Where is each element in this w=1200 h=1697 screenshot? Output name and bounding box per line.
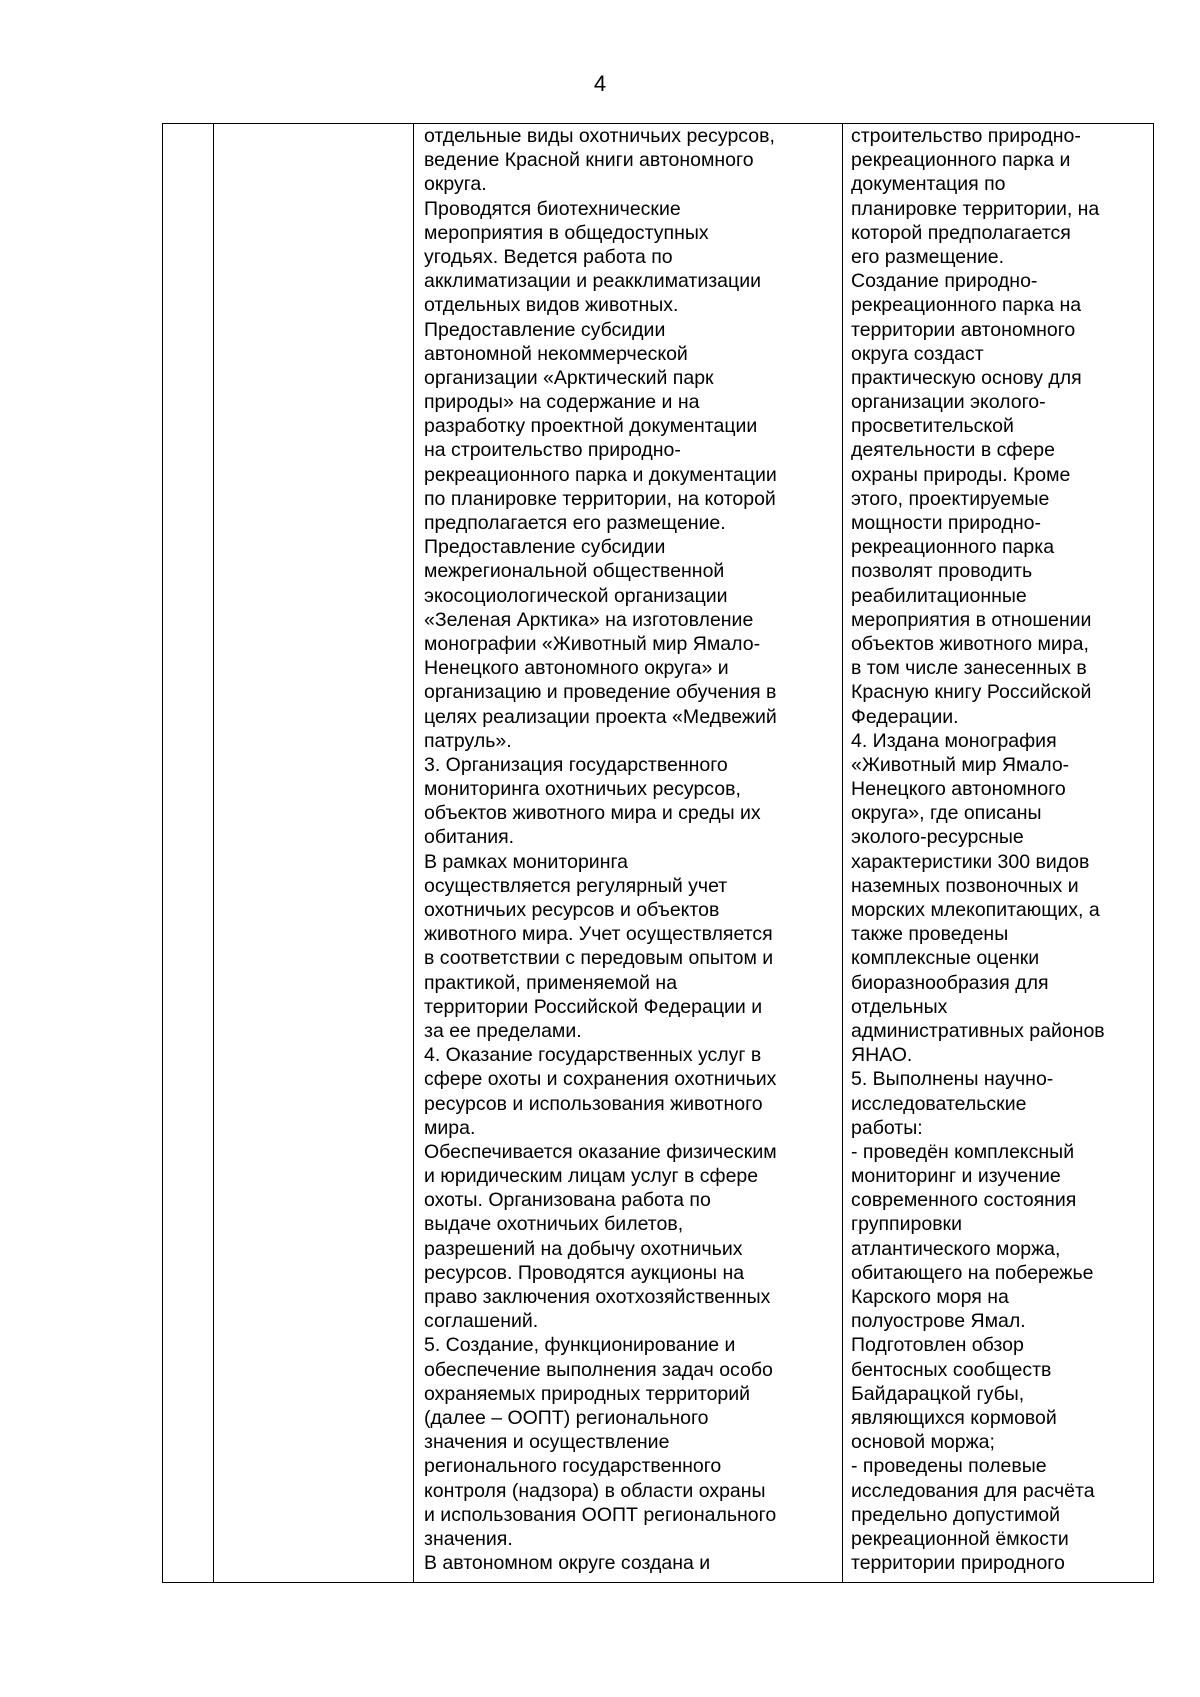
- text-line: значения.: [424, 1527, 513, 1550]
- text-line: просветительской: [851, 415, 1014, 438]
- text-line: природы» на содержание и на: [424, 391, 700, 414]
- text-line: животного мира. Учет осуществляется: [424, 923, 773, 946]
- text-line: исследования для расчёта: [851, 1479, 1095, 1502]
- text-line: в соответствии с передовым опытом и: [424, 947, 774, 970]
- text-line: осуществляется регулярный учет: [424, 874, 728, 897]
- document-table: [162, 123, 1154, 1583]
- text-line: территории Российской Федерации и: [424, 995, 763, 1018]
- text-line: экосоциологической организации: [424, 584, 728, 607]
- text-line: его размещение.: [851, 245, 1005, 268]
- text-line: группировки: [851, 1213, 962, 1236]
- text-line: отдельные виды охотничьих ресурсов,: [424, 125, 775, 147]
- text-line: объектов животного мира и среды их: [424, 802, 761, 825]
- text-line: 4. Издана монография: [851, 729, 1057, 752]
- text-line: «Животный мир Ямало-: [851, 753, 1070, 776]
- text-line: обеспечение выполнения задач особо: [424, 1358, 773, 1381]
- text-line: Проводятся биотехнические: [424, 197, 681, 220]
- text-line: отдельных видов животных.: [424, 294, 679, 317]
- text-line: ведение Красной книги автономного: [424, 149, 754, 172]
- text-line: документация по: [851, 173, 1006, 196]
- text-line: практическую основу для: [851, 366, 1082, 389]
- text-line: характеристики 300 видов: [851, 850, 1090, 873]
- text-line: территории природного: [851, 1552, 1065, 1575]
- text-line: и использования ООПТ регионального: [424, 1503, 777, 1526]
- text-line: деятельности в сфере: [851, 439, 1055, 462]
- text-line: за ее пределами.: [424, 1019, 582, 1042]
- text-line: регионального государственного: [424, 1455, 722, 1478]
- text-line: Красную книгу Российской: [851, 681, 1092, 704]
- text-line: наземных позвоночных и: [851, 874, 1079, 897]
- text-line: предельно допустимой: [851, 1503, 1060, 1526]
- text-line: в том числе занесенных в: [851, 657, 1087, 680]
- text-line: Байдарацкой губы,: [851, 1382, 1025, 1405]
- text-line: В рамках мониторинга: [424, 850, 628, 873]
- text-line: разработку проектной документации: [424, 415, 758, 438]
- text-line: 5. Создание, функционирование и: [424, 1334, 736, 1357]
- text-line: исследовательские: [851, 1092, 1027, 1115]
- text-line: ресурсов. Проводятся аукционы на: [424, 1261, 745, 1284]
- text-line: право заключения охотхозяйственных: [424, 1286, 771, 1308]
- text-line: и юридическим лицам услуг в сфере: [424, 1165, 759, 1188]
- table-cell-measures: [424, 124, 839, 1582]
- text-line: по планировке территории, на которой: [424, 487, 776, 510]
- text-line: эколого-ресурсные: [851, 826, 1024, 849]
- text-line: строительство природно-: [851, 125, 1081, 147]
- text-line: - проведены полевые: [851, 1455, 1047, 1478]
- text-line: охотничьих ресурсов и объектов: [424, 899, 720, 921]
- text-line: Создание природно-: [851, 270, 1038, 293]
- text-line: Карского моря на: [851, 1286, 1009, 1308]
- text-line: мощности природно-: [851, 512, 1041, 534]
- text-line: Предоставление субсидии: [424, 318, 666, 341]
- text-line: полуострове Ямал.: [851, 1310, 1026, 1333]
- text-line: морских млекопитающих, а: [851, 899, 1100, 921]
- text-line: значения и осуществление: [424, 1431, 670, 1454]
- text-line: рекреационного парка на: [851, 294, 1082, 317]
- text-line: Ненецкого автономного округа» и: [424, 657, 729, 680]
- text-line: межрегиональной общественной: [424, 560, 725, 583]
- text-line: В автономном округе создана и: [424, 1552, 711, 1575]
- page-number: 4: [593, 71, 607, 96]
- text-line: округа.: [424, 173, 487, 196]
- text-line: административных районов: [851, 1019, 1105, 1042]
- text-line: организацию и проведение обучения в: [424, 681, 777, 704]
- text-line: целях реализации проекта «Медвежий: [424, 705, 777, 728]
- text-line: разрешений на добычу охотничьих: [424, 1237, 743, 1260]
- text-line: охраны природы. Кроме: [851, 463, 1071, 486]
- text-line: рекреационного парка и: [851, 149, 1071, 172]
- text-line: выдаче охотничьих билетов,: [424, 1213, 684, 1236]
- text-line: предполагается его размещение.: [424, 512, 726, 534]
- text-line: округа», где описаны: [851, 802, 1042, 825]
- text-line: Ненецкого автономного: [851, 778, 1066, 801]
- text-line: ЯНАО.: [851, 1044, 913, 1067]
- text-line: также проведены: [851, 923, 1009, 946]
- text-line: охоты. Организована работа по: [424, 1189, 711, 1212]
- text-line: патруль».: [424, 729, 512, 752]
- text-line: контроля (надзора) в области охраны: [424, 1479, 766, 1502]
- text-line: планировке территории, на: [851, 197, 1100, 220]
- text-line: 5. Выполнены научно-: [851, 1068, 1054, 1091]
- text-line: которой предполагается: [851, 221, 1071, 244]
- text-line: отдельных: [851, 995, 948, 1018]
- text-line: (далее – ООПТ) регионального: [424, 1406, 709, 1429]
- text-line: автономной некоммерческой: [424, 342, 688, 365]
- text-line: организации «Арктический парк: [424, 366, 714, 389]
- text-line: атлантического моржа,: [851, 1237, 1061, 1260]
- text-line: территории автономного: [851, 318, 1076, 341]
- text-line: этого, проектируемые: [851, 487, 1050, 510]
- text-line: работы:: [851, 1116, 923, 1139]
- text-line: охраняемых природных территорий: [424, 1382, 751, 1405]
- text-line: рекреационного парка и документации: [424, 463, 777, 486]
- table-cell-results: [851, 124, 1153, 1582]
- text-line: позволят проводить: [851, 560, 1033, 583]
- text-line: - проведён комплексный: [851, 1140, 1075, 1163]
- text-line: 3. Организация государственного: [424, 753, 728, 776]
- text-line: объектов животного мира,: [851, 632, 1089, 655]
- column-divider: [413, 124, 414, 1582]
- text-line: мероприятия в общедоступных: [424, 221, 709, 244]
- text-line: акклиматизации и реакклиматизации: [424, 270, 761, 293]
- column-divider: [842, 124, 843, 1582]
- text-line: на строительство природно-: [424, 439, 681, 462]
- text-line: основой моржа;: [851, 1431, 995, 1454]
- text-line: реабилитационные: [851, 584, 1027, 607]
- text-line: «Зеленая Арктика» на изготовление: [424, 608, 754, 631]
- text-line: 4. Оказание государственных услуг в: [424, 1044, 762, 1067]
- text-line: биоразнообразия для: [851, 971, 1049, 994]
- text-line: сфере охоты и сохранения охотничьих: [424, 1068, 777, 1091]
- text-line: практикой, применяемой на: [424, 971, 678, 994]
- text-line: соглашений.: [424, 1310, 539, 1333]
- text-line: обитающего на побережье: [851, 1261, 1094, 1284]
- text-line: Предоставление субсидии: [424, 536, 666, 559]
- text-line: мониторинг и изучение: [851, 1165, 1061, 1188]
- text-line: ресурсов и использования животного: [424, 1092, 763, 1115]
- text-line: округа создаст: [851, 342, 984, 365]
- text-line: рекреационной ёмкости: [851, 1527, 1069, 1550]
- text-line: рекреационного парка: [851, 536, 1055, 559]
- column-divider: [213, 124, 214, 1582]
- text-line: Обеспечивается оказание физическим: [424, 1140, 777, 1163]
- text-line: комплексные оценки: [851, 947, 1040, 970]
- text-line: бентосных сообществ: [851, 1358, 1052, 1381]
- text-line: обитания.: [424, 826, 515, 849]
- text-line: современного состояния: [851, 1189, 1077, 1212]
- text-line: являющихся кормовой: [851, 1406, 1057, 1429]
- text-line: Подготовлен обзор: [851, 1334, 1024, 1357]
- text-line: монографии «Животный мир Ямало-: [424, 632, 761, 655]
- text-line: угодьях. Ведется работа по: [424, 245, 673, 268]
- text-line: мира.: [424, 1116, 476, 1139]
- text-line: мероприятия в отношении: [851, 608, 1092, 631]
- text-line: организации эколого-: [851, 391, 1046, 414]
- text-line: мониторинга охотничьих ресурсов,: [424, 778, 741, 801]
- text-line: Федерации.: [851, 705, 959, 728]
